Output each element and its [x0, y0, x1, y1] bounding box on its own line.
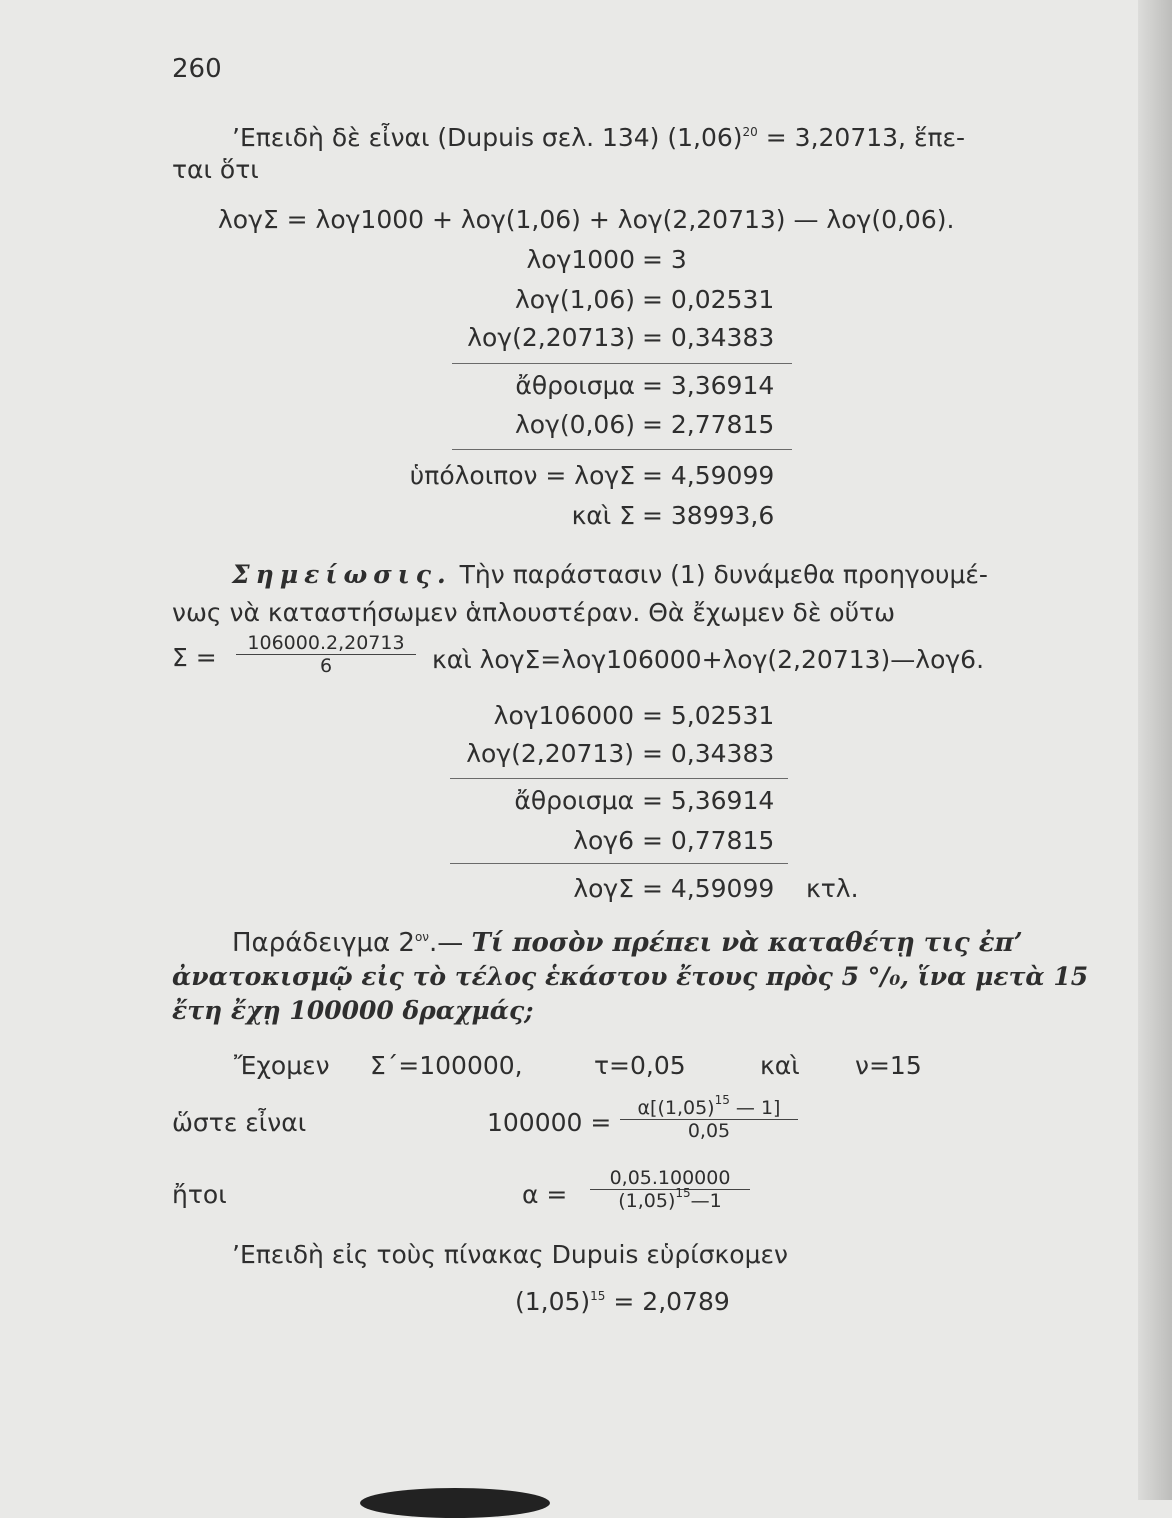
hoste-numerator — [620, 1093, 798, 1120]
given-nu: ν=15 — [855, 1051, 922, 1080]
itoi-numerator: 0,05.100000 — [590, 1167, 750, 1190]
hoste-lhs: 100000 = — [487, 1108, 612, 1137]
calc1-value-3: = 0,34383 — [642, 323, 775, 352]
dupuis-line: ’Επειδὴ εἰς τοὺς πίνακας Dupuis εὑρίσκομεν — [232, 1240, 788, 1269]
hoste-denominator: 0,05 — [687, 1120, 731, 1142]
hoste-fraction — [620, 1093, 798, 1142]
calc1-label-2: λογ(1,06) — [514, 285, 635, 314]
final-a: (1,05) — [515, 1287, 591, 1316]
calc1-value-7: = 38993,6 — [642, 501, 775, 530]
calc1-value-6: = 4,59099 — [642, 461, 775, 490]
itoi-fraction — [590, 1167, 750, 1212]
itoi-denominator-b: —1 — [690, 1190, 722, 1212]
final-equation — [515, 1287, 730, 1317]
example2-question-1: Τί ποσὸν πρέπει νὰ καταθέτῃ τις ἐπ’ — [471, 928, 1023, 958]
calc2-suffix: κτλ. — [806, 874, 859, 903]
hoste-numerator-b: — 1] — [729, 1097, 781, 1119]
example2-line-1 — [232, 928, 1023, 958]
hoste-numerator-exp: 15 — [714, 1093, 730, 1107]
note-fraction-numerator: 106000.2,20713 — [236, 632, 416, 655]
given-kai: καὶ — [760, 1051, 800, 1080]
example2-label: Παράδειγμα 2 — [232, 928, 415, 958]
given-intro: Ἔχομεν — [234, 1051, 330, 1080]
calc2-rule-2 — [450, 863, 788, 864]
calc1-label-7: καὶ Σ — [571, 501, 635, 530]
calc1-value-5: = 2,77815 — [642, 410, 775, 439]
note-fraction — [236, 632, 416, 677]
calc1-value-2: = 0,02531 — [642, 285, 775, 314]
page-number: 260 — [172, 54, 222, 84]
calc1-label-3: λογ(2,20713) — [467, 323, 635, 352]
calc1-rule-1 — [452, 363, 792, 364]
example2-question-3: ἔτη ἔχῃ 100000 δραχμάς; — [172, 996, 534, 1025]
example2-dash: .— — [429, 928, 472, 958]
itoi-denominator — [590, 1186, 750, 1212]
itoi-denominator-a: (1,05) — [618, 1190, 676, 1212]
calc1-rule-2 — [452, 449, 792, 450]
calc2-value-1: = 5,02531 — [642, 701, 775, 730]
note-line-2: νως νὰ καταστήσωμεν ἁπλουστέραν. Θὰ ἔχωμεν δὲ οὕτω — [172, 598, 896, 627]
note-log-expression: καὶ λογΣ=λογ106000+λογ(2,20713)—λογ6. — [432, 645, 985, 674]
calc1-value-4: = 3,36914 — [642, 371, 775, 400]
hoste-label: ὥστε εἶναι — [172, 1108, 307, 1137]
calc2-value-3: = 5,36914 — [642, 786, 775, 815]
note-line-1 — [232, 560, 988, 590]
note-fraction-denominator: 6 — [319, 655, 333, 677]
calc2-value-5: = 4,59099 — [642, 874, 775, 903]
itoi-lhs: α = — [522, 1180, 568, 1209]
intro-line-1 — [232, 123, 965, 153]
calc2-value-2: = 0,34383 — [642, 739, 775, 768]
final-exp: 15 — [590, 1289, 606, 1303]
intro-exponent: 20 — [742, 125, 758, 139]
calc1-label-4: ἄθροισμα — [515, 371, 635, 400]
calc1-value-1: = 3 — [642, 245, 687, 274]
intro-text-b: = 3,20713, ἕπε- — [757, 123, 966, 152]
final-b: = 2,0789 — [605, 1287, 730, 1316]
example2-question-2: ἀνατοκισμῷ εἰς τὸ τέλος ἑκάστου ἔτους πρὸς 5 °/₀, ἵνα μετὰ 15 — [172, 962, 1089, 991]
hoste-numerator-a: α[(1,05) — [637, 1097, 715, 1119]
note-text-1: Τὴν παράστασιν (1) δυνάμεθα προηγουμέ- — [451, 560, 988, 589]
intro-text-a: ’Επειδὴ δὲ εἶναι (Dupuis σελ. 134) (1,06) — [232, 123, 743, 152]
main-equation: λογΣ = λογ1000 + λογ(1,06) + λογ(2,20713) — λογ(0,06). — [218, 205, 955, 234]
calc1-label-6: ὑπόλοιπον = λογΣ — [409, 461, 635, 490]
intro-line-2: ται ὅτι — [172, 155, 259, 184]
page-edge-shadow — [1138, 0, 1172, 1500]
calc2-label-3: ἄθροισμα — [514, 786, 634, 815]
itoi-label: ἤτοι — [172, 1180, 227, 1209]
calc2-label-1: λογ106000 — [493, 701, 634, 730]
calc2-label-4: λογ6 — [573, 826, 634, 855]
given-sigma: Σ΄=100000, — [370, 1051, 523, 1080]
calc1-label-1: λογ1000 — [526, 245, 635, 274]
note-heading: Σημείωσις. — [232, 560, 452, 589]
calc2-value-4: = 0,77815 — [642, 826, 775, 855]
example2-label-sup: ον — [414, 930, 430, 944]
calc2-rule-1 — [450, 778, 788, 779]
calc2-label-5: λογΣ — [573, 874, 634, 903]
given-tau: τ=0,05 — [594, 1051, 686, 1080]
note-sigma-equals: Σ = — [172, 643, 217, 672]
itoi-denominator-exp: 15 — [675, 1186, 691, 1200]
binding-shadow — [360, 1488, 550, 1518]
calc2-label-2: λογ(2,20713) — [466, 739, 634, 768]
calc1-label-5: λογ(0,06) — [514, 410, 635, 439]
